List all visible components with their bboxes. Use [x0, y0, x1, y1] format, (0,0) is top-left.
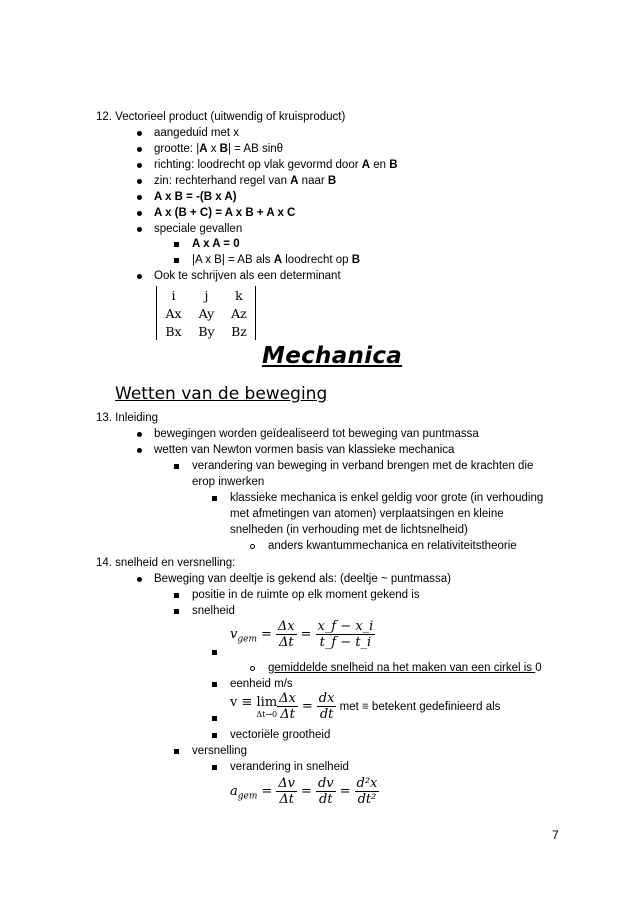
bullet-icon: [137, 163, 142, 168]
square-bullet-icon: [174, 242, 179, 247]
det-cell: i: [171, 287, 176, 303]
bullet-icon: [137, 147, 142, 152]
list-item: Beweging van deeltje is gekend als: (deeltje ~ puntmassa): [154, 573, 451, 585]
list-item: grootte: |A x B| = AB sinθ: [154, 143, 284, 155]
det-cell: Bz: [231, 323, 247, 339]
average-velocity-equation: $v_{gem}$ = $\frac{\Delta x}{\Delta t}$ = $\frac{x\_f - x\_i}{t\_f - t\_i}$: [230, 619, 374, 650]
list-item: snelheid: [192, 605, 235, 617]
list-item: anders kwantummechanica en relativiteitstheorie: [268, 540, 517, 552]
list-item: A x B = -(B x A): [154, 191, 237, 203]
list-item: Ook te schrijven als een determinant: [154, 270, 341, 282]
determinant-matrix: [156, 286, 256, 340]
list-item: verandering van beweging in verband brengen met de krachten die: [192, 460, 534, 472]
list-item: A x A = 0: [192, 238, 240, 250]
det-cell: Ax: [165, 305, 182, 321]
list-item: richting: loodrecht op vlak gevormd door A en B: [154, 159, 398, 171]
det-cell: Bx: [165, 323, 182, 339]
section-heading: Wetten van de beweging: [115, 384, 328, 404]
square-bullet-icon: [212, 650, 217, 655]
page-number: 7: [552, 828, 559, 842]
square-bullet-icon: [212, 716, 217, 721]
list-item: positie in de ruimte op elk moment gekend is: [192, 589, 420, 601]
circle-bullet-icon: [250, 666, 255, 671]
bullet-icon: [137, 227, 142, 232]
list-item-continuation: snelheden (in verhouding met de lichtsnelheid): [230, 524, 468, 536]
list-item: gemiddelde snelheid na het maken van een cirkel is 0: [268, 662, 542, 674]
bullet-icon: [137, 448, 142, 453]
square-bullet-icon: [212, 496, 217, 501]
list-item: versnelling: [192, 745, 247, 757]
bullet-icon: [137, 195, 142, 200]
average-acceleration-equation: $a_{gem}$ = $\frac{\Delta v}{\Delta t}$ = $\frac{dv}{dt}$ = $\frac{\text{d²x}}{\text{dt²}}$: [230, 776, 378, 807]
list-item: zin: rechterhand regel van A naar B: [154, 175, 337, 187]
square-bullet-icon: [212, 765, 217, 770]
instantaneous-velocity-equation: v ≡ lim Δt→0 $\frac{\Delta x}{\Delta t}$ = $\frac{dx}{dt}$ met ≡ betekent gedefinieerd als: [230, 691, 501, 722]
square-bullet-icon: [212, 682, 217, 687]
list-item: klassieke mechanica is enkel geldig voor grote (in verhouding: [230, 492, 544, 504]
square-bullet-icon: [174, 258, 179, 263]
det-cell: Ay: [198, 305, 215, 321]
bullet-icon: [137, 577, 142, 582]
square-bullet-icon: [174, 749, 179, 754]
bullet-icon: [137, 274, 142, 279]
bullet-icon: [137, 211, 142, 216]
square-bullet-icon: [212, 733, 217, 738]
bullet-icon: [137, 179, 142, 184]
square-bullet-icon: [174, 609, 179, 614]
list-item: bewegingen worden geïdealiseerd tot beweging van puntmassa: [154, 428, 479, 440]
det-cell: Az: [231, 305, 247, 321]
circle-bullet-icon: [250, 544, 255, 549]
bullet-icon: [137, 131, 142, 136]
list-item: vectoriële grootheid: [230, 729, 331, 741]
det-cell: j: [204, 287, 209, 303]
square-bullet-icon: [174, 593, 179, 598]
bullet-icon: [137, 432, 142, 437]
list-item: |A x B| = AB als A loodrecht op B: [192, 254, 361, 266]
det-cell: By: [198, 323, 215, 339]
list-item: eenheid m/s: [230, 678, 293, 690]
list-item-continuation: met afmetingen van atomen) verplaatsingen en kleine: [230, 508, 504, 520]
list-item: A x (B + C) = A x B + A x C: [154, 207, 296, 219]
square-bullet-icon: [174, 464, 179, 469]
list-item: speciale gevallen: [154, 223, 243, 235]
section-12-title: 12. Vectorieel product (uitwendig of kruisproduct): [96, 111, 346, 123]
det-cell: k: [235, 287, 243, 303]
section-14-title: 14. snelheid en versnelling:: [96, 557, 236, 569]
list-item: wetten van Newton vormen basis van klassieke mechanica: [154, 444, 455, 456]
list-item: aangeduid met x: [154, 127, 240, 139]
chapter-heading: Mechanica: [262, 343, 403, 369]
list-item-continuation: erop inwerken: [192, 476, 265, 488]
section-13-title: 13. Inleiding: [96, 412, 159, 424]
list-item: verandering in snelheid: [230, 761, 349, 773]
